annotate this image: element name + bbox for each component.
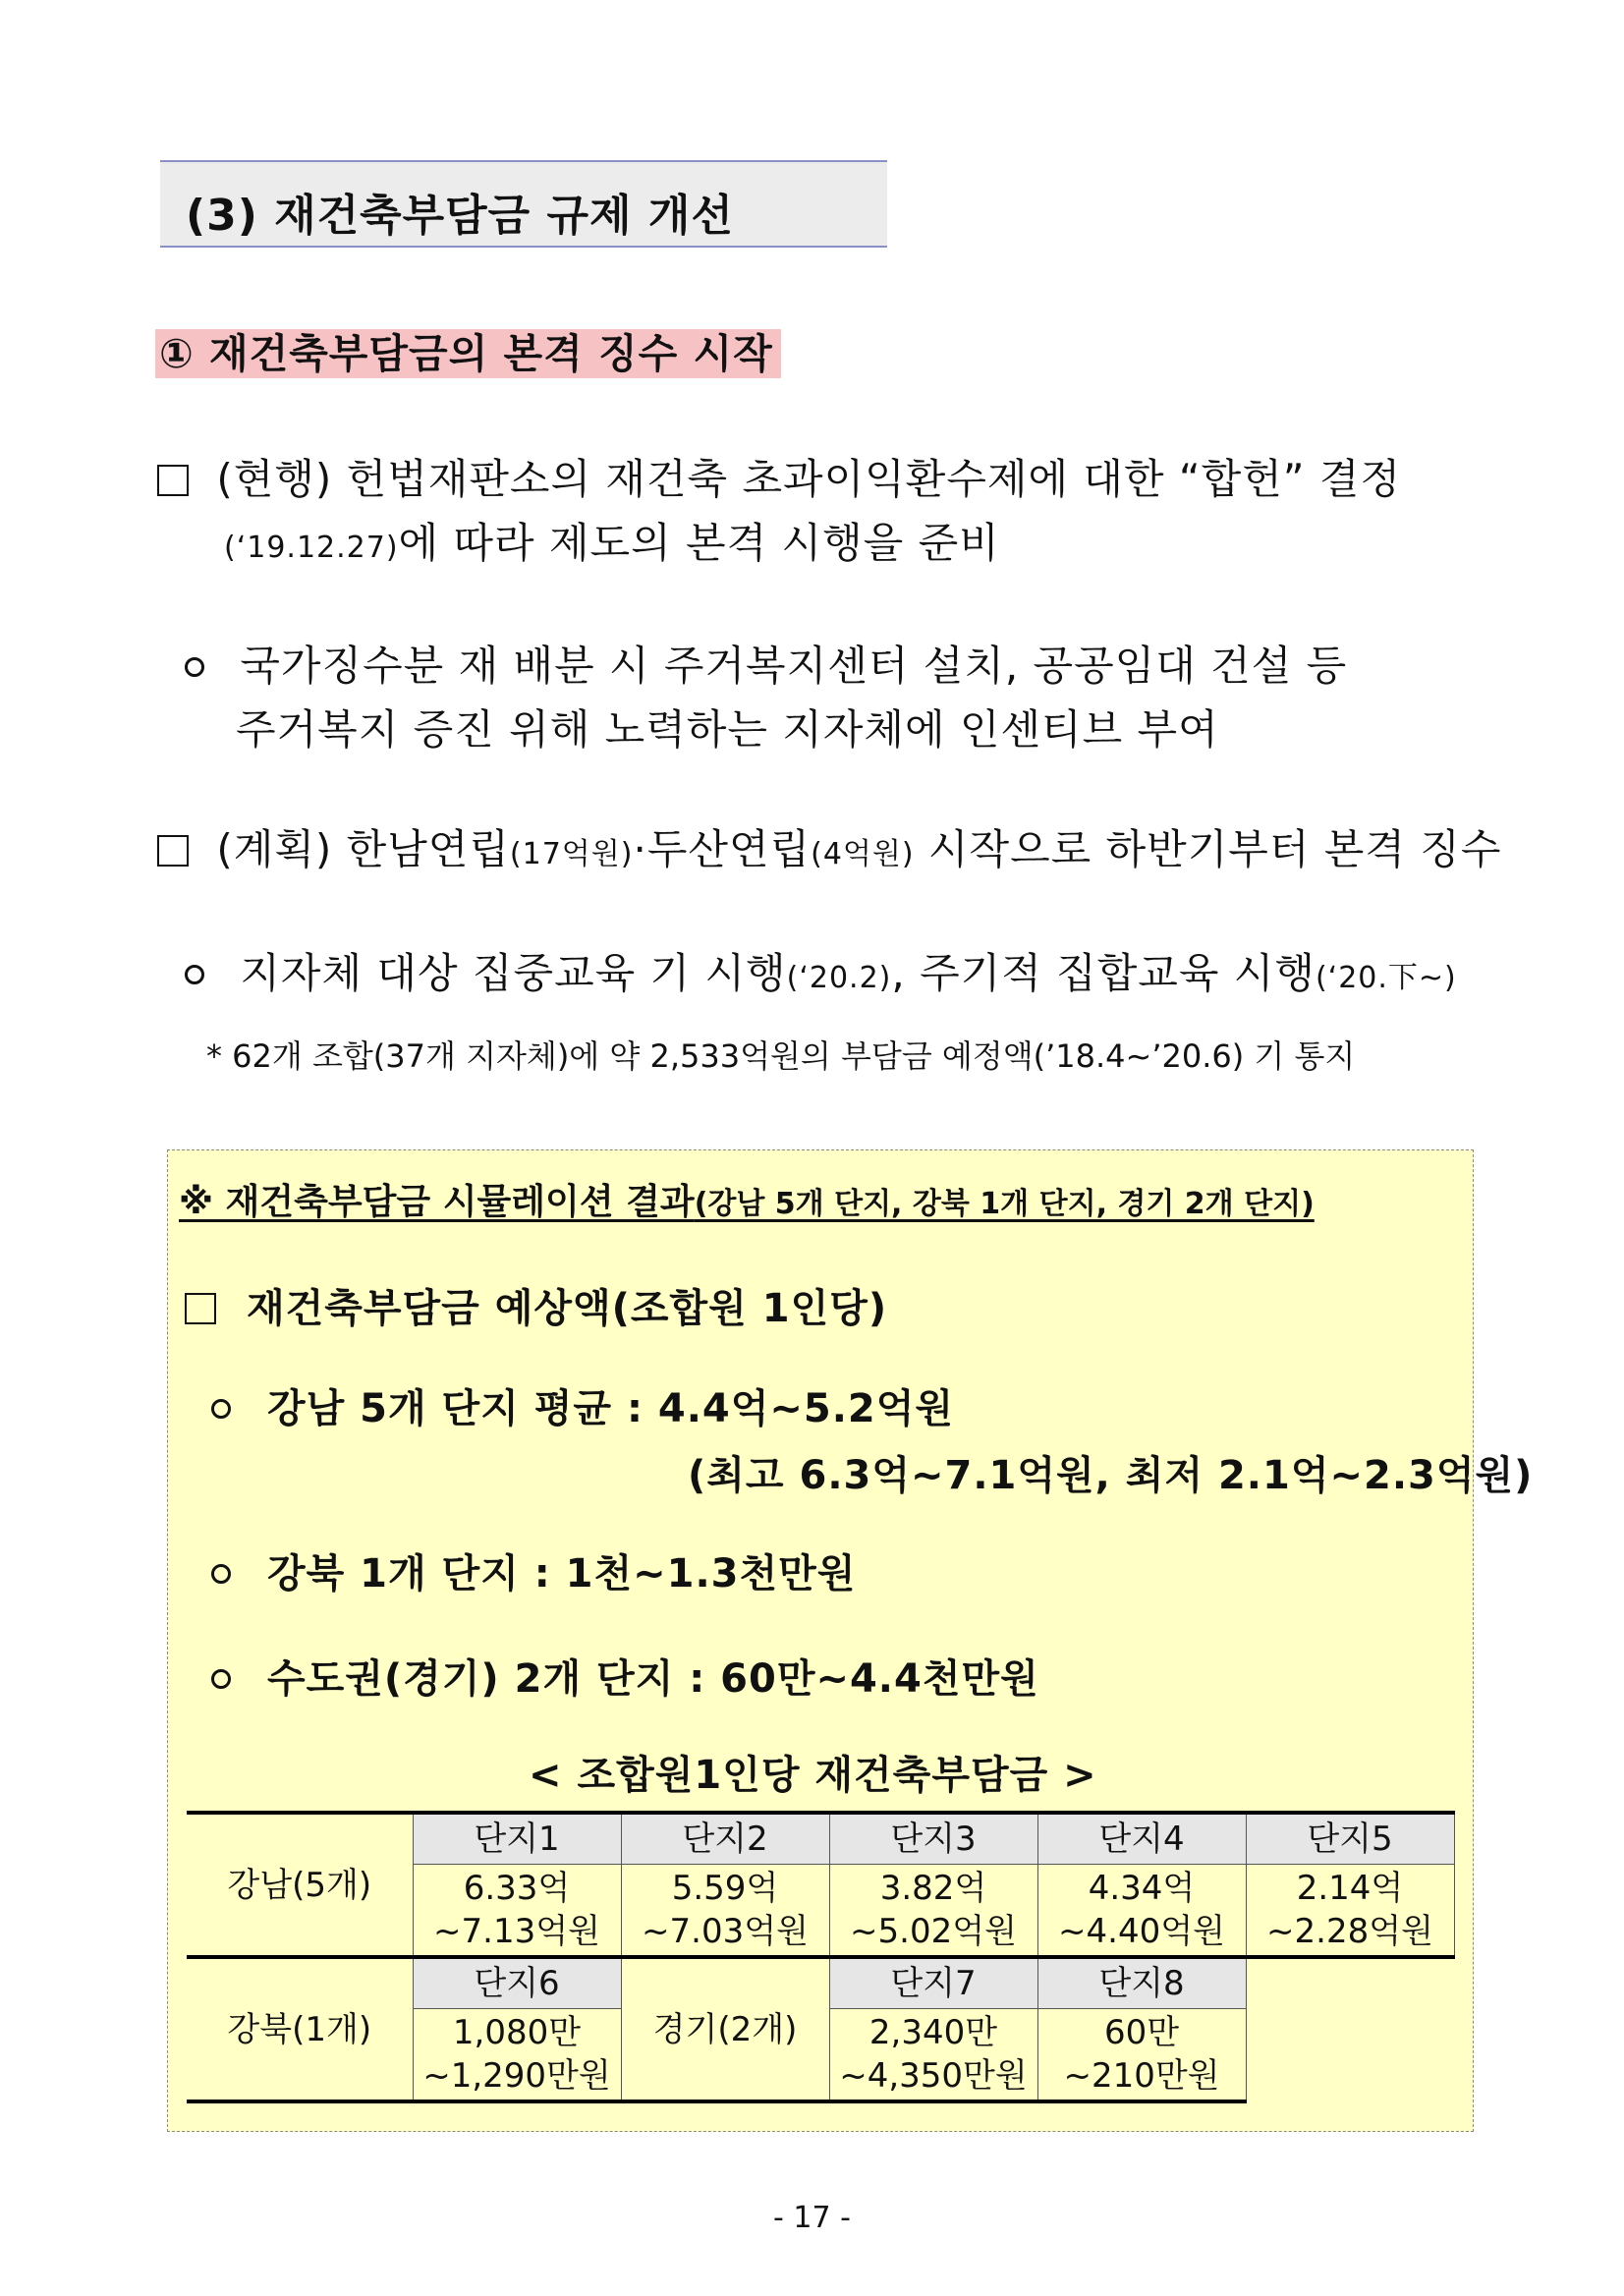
simulation-head-text: 재건축부담금 예상액(조합원 1인당) [246, 1286, 888, 1331]
simulation-gyeonggi [211, 1648, 1039, 1704]
page-number: - 17 - [773, 2201, 851, 2235]
bullet-education-c: , 주기적 집합교육 시행 [891, 949, 1316, 997]
bullet-incentive-cont [236, 698, 1219, 756]
table-header-cell: 단지8 [1037, 1957, 1246, 2008]
levy-table [187, 1811, 1455, 2103]
region-gangbuk: 강북(1개) [187, 1957, 413, 2101]
circle-bullet-icon [211, 1399, 231, 1419]
table-header-cell: 단지1 [413, 1813, 621, 1864]
para-current [157, 447, 1401, 506]
bullet-incentive-line1: 국가징수분 재 배분 시 주거복지센터 설치, 공공임대 건설 등 [240, 642, 1348, 690]
section-heading [160, 160, 887, 248]
simulation-title-main: ※ 재건축부담금 시뮬레이션 결과 [179, 1182, 695, 1222]
region-gyeonggi: 경기(2개) [621, 1957, 829, 2101]
para-plan-b: (17억원) [509, 837, 634, 871]
table-header-cell: 단지5 [1246, 1813, 1454, 1864]
subsection-title: ① 재건축부담금의 본격 징수 시작 [159, 330, 773, 377]
para-current-line2: 에 따라 제도의 본격 시행을 준비 [398, 519, 1000, 567]
para-plan-e: 시작으로 하반기부터 본격 징수 [914, 825, 1502, 873]
table-header-cell: 단지6 [413, 1957, 621, 2008]
footnote: * 62개 조합(37개 지자체)에 약 2,533억원의 부담금 예정액(’18.4~’20.6) 기 통지 [206, 1037, 1356, 1075]
bullet-education [185, 941, 1457, 1000]
circle-bullet-icon [185, 657, 204, 677]
table-empty-cell [1246, 1957, 1454, 2101]
table-value-cell: 4.34억 ~4.40억원 [1037, 1864, 1246, 1957]
simulation-title [179, 1174, 1315, 1224]
section-title: (3) 재건축부담금 규제 개선 [186, 191, 734, 241]
bullet-incentive-line2: 주거복지 증진 위해 노력하는 지자체에 인센티브 부여 [236, 705, 1219, 754]
table-caption: < 조합원1인당 재건축부담금 > [529, 1753, 1097, 1798]
para-plan [157, 817, 1501, 876]
bullet-education-a: 지자체 대상 집중교육 기 시행 [240, 949, 787, 997]
circle-bullet-icon [185, 965, 204, 984]
table-header-cell: 단지3 [829, 1813, 1037, 1864]
para-plan-c: ·두산연립 [633, 825, 812, 873]
para-current-cont [224, 511, 1000, 570]
simulation-gangnam-detail: (최고 6.3억~7.1억원, 최저 2.1억~2.3억원) [688, 1453, 1534, 1498]
simulation-gangbuk [211, 1542, 856, 1598]
bullet-incentive [185, 634, 1347, 693]
circle-bullet-icon [211, 1564, 231, 1584]
table-row [187, 1957, 1454, 2008]
table-value-cell: 3.82억 ~5.02억원 [829, 1864, 1037, 1957]
para-current-date: (‘19.12.27) [224, 531, 399, 565]
bullet-education-b: (‘20.2) [786, 961, 892, 995]
checkbox-square-icon [185, 1293, 216, 1324]
bullet-education-d: (‘20.下~) [1315, 961, 1457, 995]
checkbox-square-icon [157, 465, 189, 496]
table-value-cell: 1,080만 ~1,290만원 [413, 2008, 621, 2101]
table-value-cell: 2,340만 ~4,350만원 [829, 2008, 1037, 2101]
subsection-heading [155, 329, 781, 378]
para-plan-a: (계획) 한남연립 [216, 825, 510, 873]
circle-bullet-icon [211, 1669, 231, 1689]
table-row [187, 1813, 1454, 1864]
simulation-gangnam-text: 강남 5개 단지 평균 : 4.4억~5.2억원 [266, 1386, 955, 1431]
region-gangnam: 강남(5개) [187, 1813, 413, 1957]
table-value-cell: 5.59억 ~7.03억원 [621, 1864, 829, 1957]
simulation-gangnam [211, 1377, 954, 1433]
simulation-gangbuk-text: 강북 1개 단지 : 1천~1.3천만원 [266, 1551, 857, 1596]
table-value-cell: 2.14억 ~2.28억원 [1246, 1864, 1454, 1957]
table-header-cell: 단지7 [829, 1957, 1037, 2008]
table-value-cell: 6.33억 ~7.13억원 [413, 1864, 621, 1957]
table-header-cell: 단지2 [621, 1813, 829, 1864]
simulation-title-paren: (강남 5개 단지, 강북 1개 단지, 경기 2개 단지) [694, 1187, 1315, 1221]
simulation-gyeonggi-text: 수도권(경기) 2개 단지 : 60만~4.4천만원 [266, 1656, 1039, 1702]
checkbox-square-icon [157, 835, 189, 867]
table-value-cell: 60만 ~210만원 [1037, 2008, 1246, 2101]
table-header-cell: 단지4 [1037, 1813, 1246, 1864]
para-plan-d: (4억원) [811, 837, 915, 871]
para-current-line1: (현행) 헌법재판소의 재건축 초과이익환수제에 대한 “합헌” 결정 [216, 455, 1402, 503]
simulation-head [185, 1277, 887, 1333]
